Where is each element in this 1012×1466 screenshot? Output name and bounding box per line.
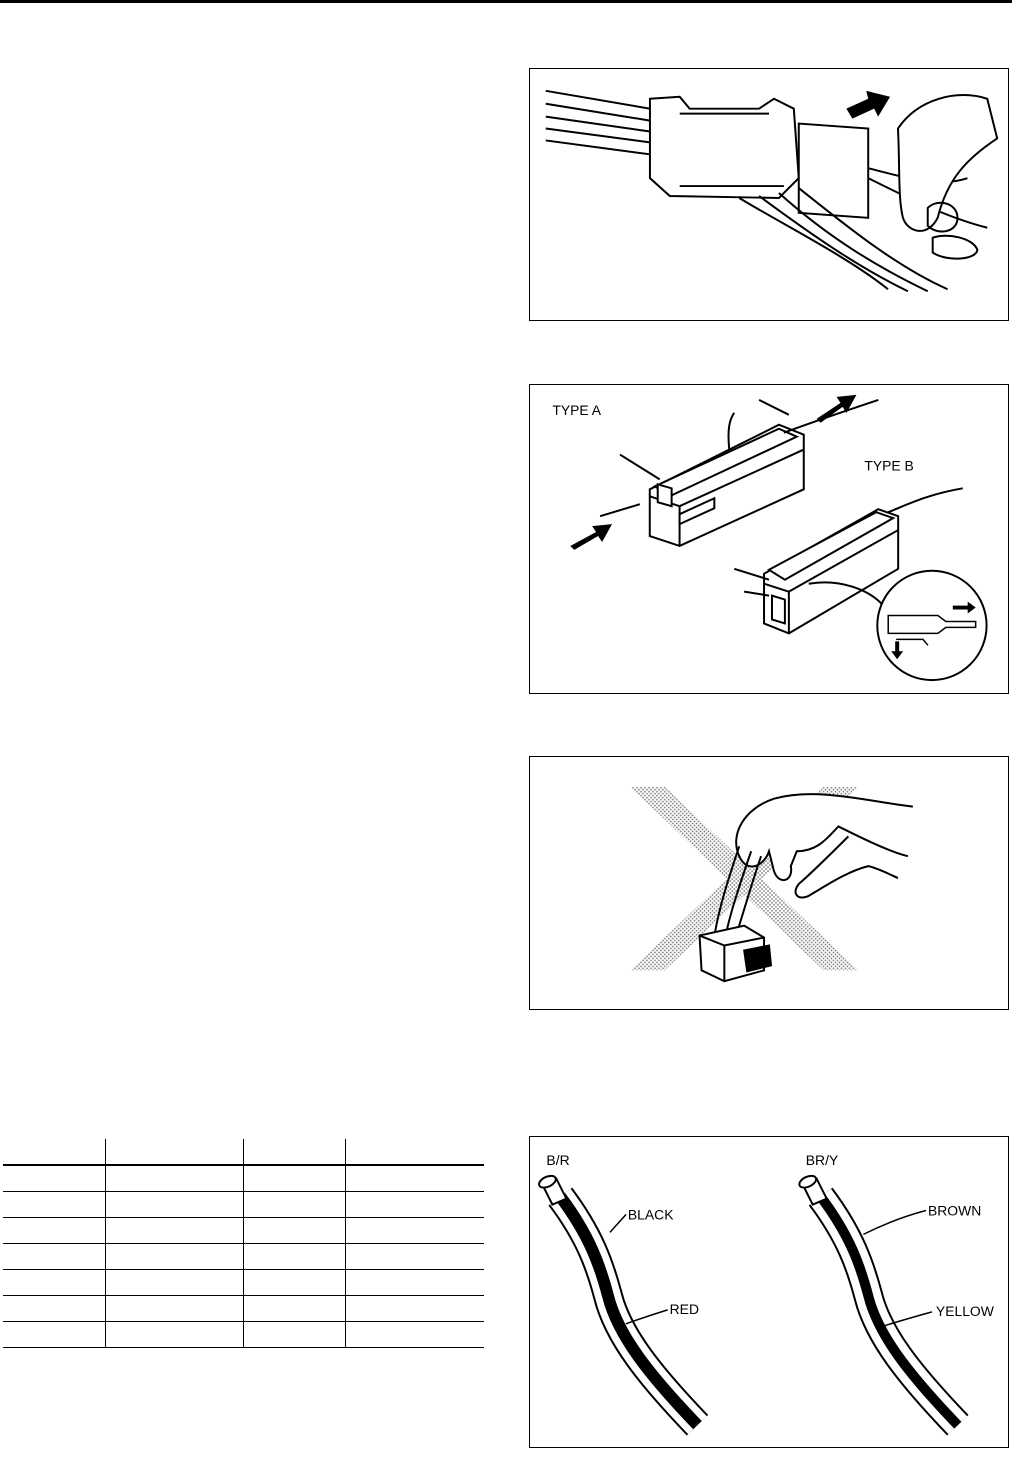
label-code-br-y: BR/Y [805,1151,839,1168]
label-red: RED [669,1300,700,1317]
table-cell [3,1270,105,1296]
table-cell [3,1322,105,1348]
table-cell [243,1270,345,1296]
table-cell [345,1192,484,1218]
table-cell [243,1165,345,1192]
table-row [3,1165,484,1192]
detail-magnifier [877,571,986,680]
label-yellow: YELLOW [935,1302,994,1319]
label-type-a: TYPE A [552,401,602,418]
table-header-row [3,1139,484,1165]
table-row [3,1192,484,1218]
header-rule [0,0,1012,3]
terminal-types-illustration [530,385,1008,693]
table-cell [105,1322,243,1348]
table-cell [345,1165,484,1192]
figure-terminal-types [529,384,1009,694]
table-row [3,1296,484,1322]
table-cell [243,1139,345,1165]
table-cell [3,1244,105,1270]
table-cell [105,1165,243,1192]
table-cell [3,1218,105,1244]
table-row [3,1270,484,1296]
table-cell [105,1139,243,1165]
table-cell [243,1244,345,1270]
table-cell [3,1296,105,1322]
table-cell [243,1192,345,1218]
label-type-b: TYPE B [864,457,914,474]
do-not-pull-illustration [530,757,1008,1009]
table-cell [3,1165,105,1192]
table-cell [243,1296,345,1322]
table-cell [345,1270,484,1296]
table-cell [345,1244,484,1270]
table-cell [105,1296,243,1322]
table-row [3,1218,484,1244]
table-cell [243,1218,345,1244]
connector-pull-illustration [530,69,1008,320]
table-cell [105,1192,243,1218]
table-cell [105,1270,243,1296]
table-cell [3,1192,105,1218]
right-arrow-icon [846,91,890,119]
table-cell [105,1244,243,1270]
table-cell [105,1218,243,1244]
table-row [3,1322,484,1348]
figure-do-not-pull [529,756,1009,1010]
wire-colors-illustration [530,1137,1008,1447]
table-cell [3,1139,105,1165]
table-cell [345,1296,484,1322]
table-cell [345,1322,484,1348]
color-code-table [3,1139,484,1348]
figure-wire-colors [529,1136,1009,1448]
table-cell [243,1322,345,1348]
table-cell [345,1218,484,1244]
label-code-b-r: B/R [546,1151,570,1168]
label-brown: BROWN [927,1202,982,1219]
label-black: BLACK [627,1206,674,1223]
figure-connector-pull [529,68,1009,321]
table-cell [345,1139,484,1165]
table-row [3,1244,484,1270]
